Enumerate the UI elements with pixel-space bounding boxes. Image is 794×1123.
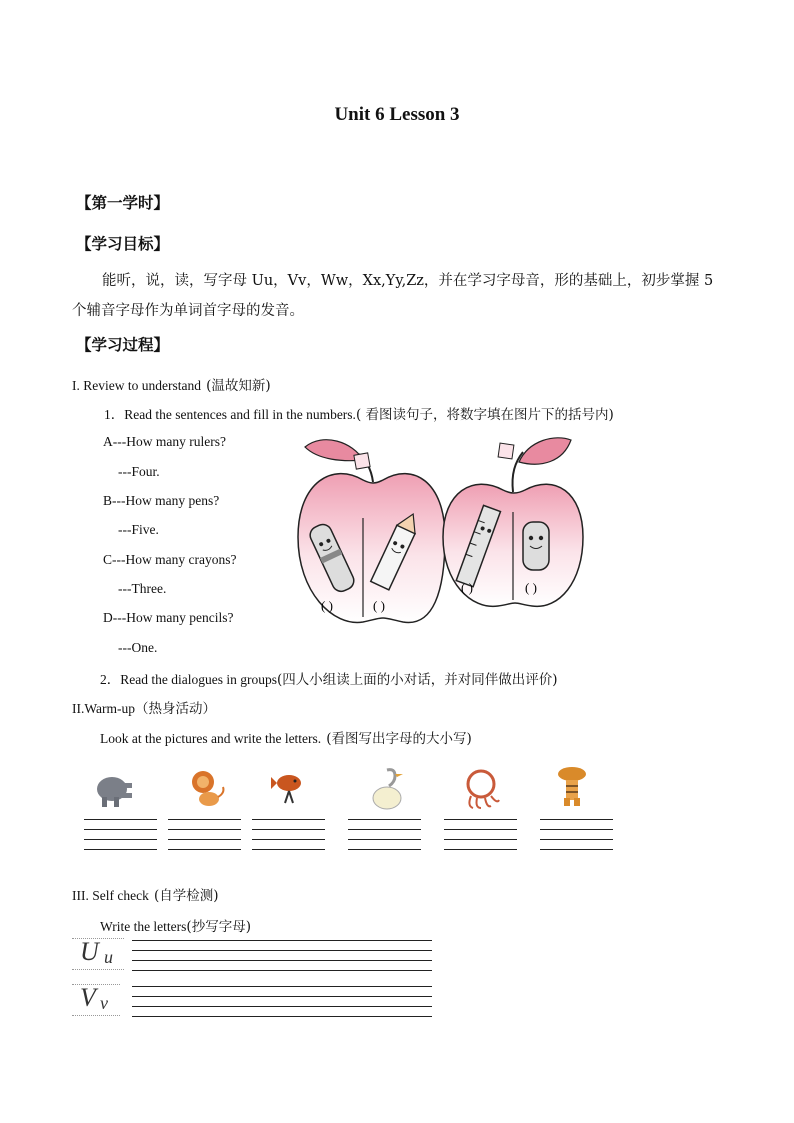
octopus-icon [463, 766, 503, 812]
elephant-icon [94, 769, 134, 809]
dialogue-b-answer: ---Five. [118, 522, 159, 537]
review-heading-cn: (温故知新) [206, 378, 271, 394]
apple-bracket-3: ( ) [461, 580, 473, 595]
task1-cn: ( 看图读句子，将数字填在图片下的括号内) [355, 407, 614, 423]
fish-icon [271, 769, 311, 809]
apple-bracket-2: ( ) [373, 598, 385, 613]
write-lines-1[interactable] [84, 819, 157, 859]
task1 [104, 403, 614, 423]
review-heading-en: I. Review to understand [72, 378, 201, 393]
goals-paragraph: 能听，说，读，写字母 Uu，Vv，Ww，Xx,Yy,Zz，并在学习字母音，形的基础上，初步掌握 5 个辅音字母作为单词首字母的发音。 [72, 273, 714, 319]
selfcheck-instruction [100, 915, 251, 935]
sample-vv [72, 984, 120, 1016]
warmup-heading-cn: （热身活动） [135, 701, 217, 717]
dialogue-d-answer: ---One. [118, 640, 158, 655]
selfcheck-heading-cn: (自学检测) [153, 888, 219, 904]
write-lines-2[interactable] [168, 819, 241, 859]
goose-icon [367, 766, 407, 812]
sample-vv-upper: V [80, 983, 96, 1012]
task1-label: 1．Read the sentences and fill in the numbers. [104, 407, 356, 422]
page-title: Unit 6 Lesson 3 [334, 104, 460, 125]
copy-lines-u[interactable] [132, 940, 432, 980]
write-lines-3[interactable] [252, 819, 325, 859]
copy-lines-v[interactable] [132, 986, 432, 1026]
apples-illustration [293, 432, 593, 632]
sample-uu-upper: U [80, 937, 99, 966]
sample-vv-lower: v [100, 993, 108, 1013]
apple-bracket-4: ( ) [525, 580, 537, 595]
write-lines-5[interactable] [444, 819, 517, 859]
apple-right [443, 438, 583, 607]
dialogue-d-question: D---How many pencils? [103, 610, 234, 625]
task2-cn: (四人小组读上面的小对话，并对同伴做出评价) [276, 672, 558, 688]
warmup-heading-en: II.Warm-up [72, 701, 136, 716]
task2-label: 2．Read the dialogues in groups [100, 672, 277, 687]
apple-left [298, 440, 445, 623]
warmup-instruction [100, 727, 472, 747]
selfcheck-heading [72, 884, 218, 904]
section-first-period: 【第一学时】 [76, 194, 170, 212]
warmup-heading [72, 697, 216, 717]
review-heading [72, 374, 271, 394]
dialogue-a-answer: ---Four. [118, 464, 160, 479]
selfcheck-instruction-cn: (抄写字母) [186, 919, 251, 935]
lion-icon [187, 769, 227, 809]
section-goals: 【学习目标】 [76, 235, 170, 253]
tiger-icon [554, 764, 594, 808]
section-process: 【学习过程】 [76, 336, 170, 354]
apple-bracket-1: ( ) [321, 598, 333, 613]
dialogue-c-answer: ---Three. [118, 581, 167, 596]
warmup-instruction-cn: (看图写出字母的大小写) [326, 731, 472, 747]
sample-uu [72, 938, 124, 970]
dialogue-a-question: A---How many rulers? [103, 434, 226, 449]
selfcheck-instruction-en: Write the letters [100, 919, 187, 934]
dialogue-c-question: C---How many crayons? [103, 552, 237, 567]
sample-uu-lower: u [104, 947, 113, 967]
write-lines-6[interactable] [540, 819, 613, 859]
dialogue-b-question: B---How many pens? [103, 493, 220, 508]
selfcheck-heading-en: III. Self check [72, 888, 149, 903]
warmup-instruction-en: Look at the pictures and write the letters. [100, 731, 322, 746]
task2 [100, 668, 558, 688]
write-lines-4[interactable] [348, 819, 421, 859]
